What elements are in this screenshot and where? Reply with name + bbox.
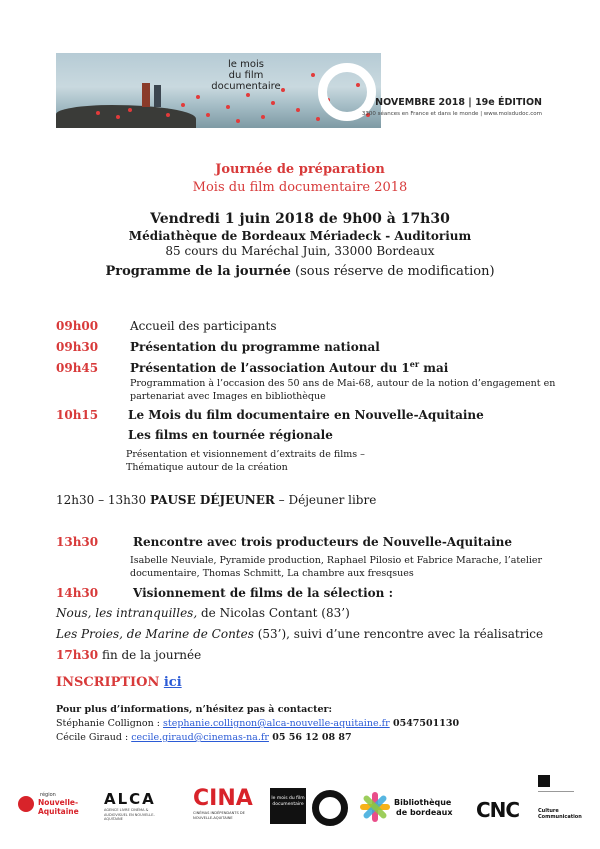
item-films-tournee: Les films en tournée régionale: [128, 428, 333, 442]
contact-1: Stéphanie Collignon : stephanie.collignon@alca-nouvelle-aquitaine.fr 0547501130: [56, 718, 460, 729]
header-banner: [56, 53, 544, 128]
page-subtitle: Mois du film documentaire 2018: [192, 180, 408, 195]
inscription-link[interactable]: ici: [163, 675, 182, 690]
item-producteurs-desc-1: Isabelle Neuviale, Pyramide production, Raphael Pilosio et Fabrice Marache, l’atelier: [130, 555, 543, 566]
item-autour-desc-2: partenariat avec Images en bibliothèque: [130, 391, 326, 402]
banner-tagline: 3300 séances en France et dans le monde | www.moisdudoc.com: [361, 111, 542, 117]
bibliotheque-logo: Bibliothèque de bordeaux: [394, 798, 453, 817]
item-mois-nouvelle-aquitaine: Le Mois du film documentaire en Nouvelle-Aquitaine: [128, 408, 484, 422]
item-accueil: Accueil des participants: [130, 319, 277, 333]
item-autour-du-1er-mai: Présentation de l’association Autour du 1er mai: [130, 359, 449, 375]
alca-logo: ALCA AGENCE LIVRE CINÉMA & AUDIOVISUEL EN NOUVELLE-AQUITAINE: [104, 790, 156, 821]
item-programme-national: Présentation du programme national: [130, 340, 380, 354]
nouvelle-aquitaine-logo: région Nouvelle-Aquitaine: [18, 792, 88, 822]
time-0900: 09h00: [56, 319, 99, 333]
time-1330: 13h30: [56, 535, 99, 549]
event-date: Vendredi 1 juin 2018 de 9h00 à 17h30: [150, 211, 450, 227]
cina-logo: CINA CINÉMAS INDÉPENDANTS DE NOUVELLE-AQUITAINE: [193, 786, 253, 820]
film-2: Les Proies, de Marine de Contes (53’), suivi d’une rencontre avec la réalisatrice: [56, 627, 544, 641]
bibliotheque-star-icon: [360, 792, 390, 822]
time-0945: 09h45: [56, 361, 99, 375]
banner-title: le mois du film documentaire: [211, 59, 281, 92]
inscription: INSCRIPTION ici: [56, 675, 182, 690]
time-1015: 10h15: [56, 408, 99, 422]
item-lunch: 12h30 – 13h30 PAUSE DÉJEUNER – Déjeuner libre: [56, 493, 377, 507]
item-autour-desc-1: Programmation à l’occasion des 50 ans de Mai-68, autour de la notion d’engagement en: [130, 378, 556, 389]
item-producteurs-desc-2: documentaire, Thomas Schmitt, La chambre aux fresqsues: [130, 568, 414, 579]
item-films-desc-1: Présentation et visionnement d’extraits de films –: [126, 449, 365, 460]
ministere-culture-logo: Culture Communication: [538, 775, 574, 823]
ring-icon: [312, 790, 348, 826]
event-address: 85 cours du Maréchal Juin, 33000 Bordeaux: [165, 244, 435, 258]
page-title: Journée de préparation: [215, 162, 385, 177]
mois-du-doc-logo: le mois du film documentaire: [270, 788, 306, 824]
item-rencontre-producteurs: Rencontre avec trois producteurs de Nouvelle-Aquitaine: [133, 535, 513, 549]
contact-2: Cécile Giraud : cecile.giraud@cinemas-na.fr 05 56 12 08 87: [56, 732, 352, 743]
film-1: Nous, les intranquilles, de Nicolas Contant (83’): [56, 606, 350, 620]
time-1430: 14h30: [56, 586, 99, 600]
banner-edition: NOVEMBRE 2018 | 19e ÉDITION: [375, 97, 542, 108]
event-venue: Médiathèque de Bordeaux Mériadeck - Auditorium: [128, 229, 472, 243]
cnc-logo: CNC: [476, 798, 520, 822]
item-visionnement: Visionnement de films de la sélection :: [133, 586, 393, 600]
item-fin: 17h30 fin de la journée: [56, 648, 202, 662]
time-0930: 09h30: [56, 340, 99, 354]
contact-2-email[interactable]: cecile.giraud@cinemas-na.fr: [131, 732, 269, 743]
item-films-desc-2: Thématique autour de la création: [126, 462, 288, 473]
programme-heading: Programme de la journée (sous réserve de modification): [105, 264, 495, 279]
banner-photo: [56, 53, 381, 128]
contact-1-email[interactable]: stephanie.collignon@alca-nouvelle-aquitaine.fr: [163, 718, 390, 729]
contact-intro: Pour plus d’informations, n’hésitez pas à contacter:: [56, 704, 333, 715]
